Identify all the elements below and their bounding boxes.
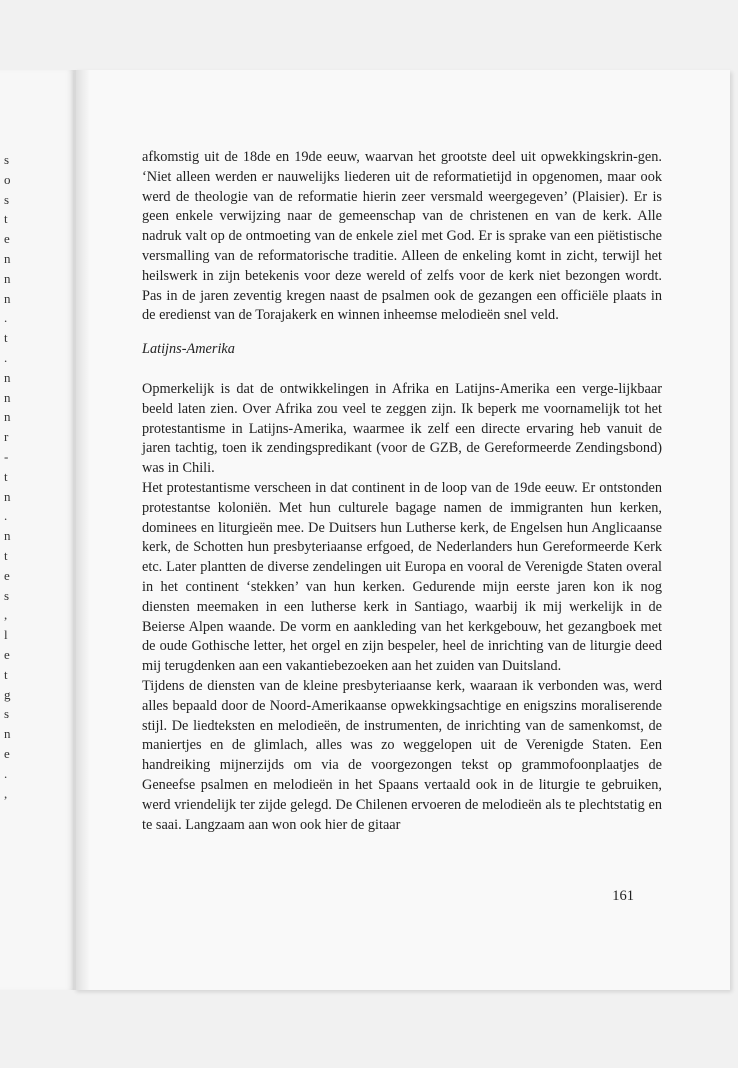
left-page-fragment: t	[4, 330, 8, 346]
left-page-fragment: n	[4, 270, 11, 286]
left-page-fragment: s	[4, 152, 10, 167]
left-page-fragment: ,	[4, 785, 8, 801]
left-page-fragment: s	[4, 191, 10, 207]
paragraph-1: Opmerkelijk is dat de ontwikkelingen in Afrika en Latijns-Amerika een verge-lijkbaar beeld laten zien. Over Afrika zou veel te zeggen zijn. Ik beperk me voornamelijk tot het protestantisme in Latijns-Amerika, waarmee ik zelf een directe ervaring heb vanuit de jaren tachtig, toen ik zendingspredikant (voor de GZB, de Gereformeerde Zendingsbond) was in Chili.	[142, 380, 662, 477]
left-facing-page	[0, 70, 75, 990]
page-number: 161	[612, 888, 634, 904]
left-page-fragment: g	[4, 686, 11, 702]
left-page-fragment: t	[4, 666, 8, 682]
left-page-fragment: n	[4, 409, 11, 425]
left-page-fragment: ,	[4, 607, 8, 623]
left-page-fragment: n	[4, 290, 11, 306]
left-page-fragment: s	[4, 587, 10, 603]
left-page-fragment: o	[4, 171, 11, 187]
left-page-fragment: t	[4, 211, 8, 227]
paragraph-3: Tijdens de diensten van de kleine presbyteriaanse kerk, waaraan ik verbonden was, werd alles bepaald door de Noord-Amerikaanse opwekkingsachtige en enigszins moraliserende stijl. De liedteksten en melodieën, de instrumenten, de inrichting van de samenkomst, de maniertjes en de glimlach, alles was zo weggelopen uit de Verenigde Staten. Een handreiking mijnerzijds om via de voorgezongen tekst op grammofoonplaatjes de Geneefse psalmen en melodieën in het Spaans vertaald ook in de liturgie te gebruiken, werd vriendelijk ter zijde gelegd. De Chilenen ervoeren de melodieën als te plechtstatig en te saai. Langzaam aan won ook hier de gitaar	[142, 677, 662, 833]
left-page-fragment: t	[4, 468, 8, 484]
left-page-fragment: r	[4, 429, 9, 445]
left-page-fragment: s	[4, 706, 10, 722]
left-page-fragment: .	[4, 508, 8, 524]
left-page-fragment: n	[4, 389, 11, 405]
left-page-fragment: n	[4, 528, 11, 544]
book-page	[74, 70, 730, 990]
paragraph-2: Het protestantisme verscheen in dat continent in de loop van de 19de eeuw. Er ontstonden protestantse koloniën. Met hun culturele bagage namen de immigranten hun kerken, dominees en liturgieën mee. De Duitsers hun Lutherse kerk, de Engelsen hun Anglicaanse kerk, de Schotten hun presbyteriaanse erfgoed, de Nederlanders hun Gereformeerde Kerk etc. Later plantten de diverse zendelingen uit Europa en vooral de Verenigde Staten overal in het continent ‘stekken’ van hun kerken. Gedurende mijn eerste jaren kon ik nog diensten meemaken in een lutherse kerk in Santiago, waarbij ik mij werkelijk in de Beierse Alpen waande. De vorm en aankleding van het kerkgebouw, het gezangboek met de oude Gothische letter, het orgel en zijn bespeler, heel de inrichting van de liturgie deed mij terugdenken aan een vakantiebezoeken aan het zuiden van Duitsland.	[142, 479, 662, 675]
left-page-fragment: e	[4, 647, 10, 662]
left-page-fragment: n	[4, 488, 11, 504]
left-page-fragment: -	[4, 449, 9, 464]
left-page-fragment: e	[4, 231, 10, 247]
left-page-fragment: .	[4, 765, 8, 781]
left-page-fragment: n	[4, 726, 11, 742]
left-page-fragment: l	[4, 627, 8, 643]
paragraph-intro: afkomstig uit de 18de en 19de eeuw, waarvan het grootste deel uit opwekkingskrin-gen. ‘Niet alleen werden er nauwelijks liederen uit de reformatietijd in opgenomen, maar ook werd de theologie van de reformatie hierin zeer versmald weergegeven’ (Plaisier). Er is geen enkele verwijzing naar de gemeenschap van de christenen en van de kerk. Alle nadruk valt op de ontmoeting van de enkele ziel met God. Er is sprake van een piëtistische versmalling van de reformatorische traditie. Alleen de enkeling komt in zicht, terwijl het heilswerk in zijn betekenis voor deze wereld of zelfs voor de kerk niet bezongen wordt. Pas in de jaren zeventig kregen naast de psalmen ook de gezangen een officiële plaats in de eredienst van de Torajakerk en winnen inheemse melodieën snel veld.	[142, 149, 662, 324]
page-body-text	[142, 148, 662, 835]
section-heading: Latijns-Amerika	[142, 341, 235, 358]
left-page-fragment: .	[4, 310, 8, 326]
left-page-fragment: .	[4, 350, 8, 365]
left-page-fragment: e	[4, 567, 10, 583]
left-page-fragment: n	[4, 251, 11, 266]
left-page-fragment: n	[4, 369, 11, 385]
left-page-fragment: e	[4, 746, 10, 761]
left-page-fragment: t	[4, 548, 8, 563]
page-gutter-shadow	[76, 70, 90, 990]
